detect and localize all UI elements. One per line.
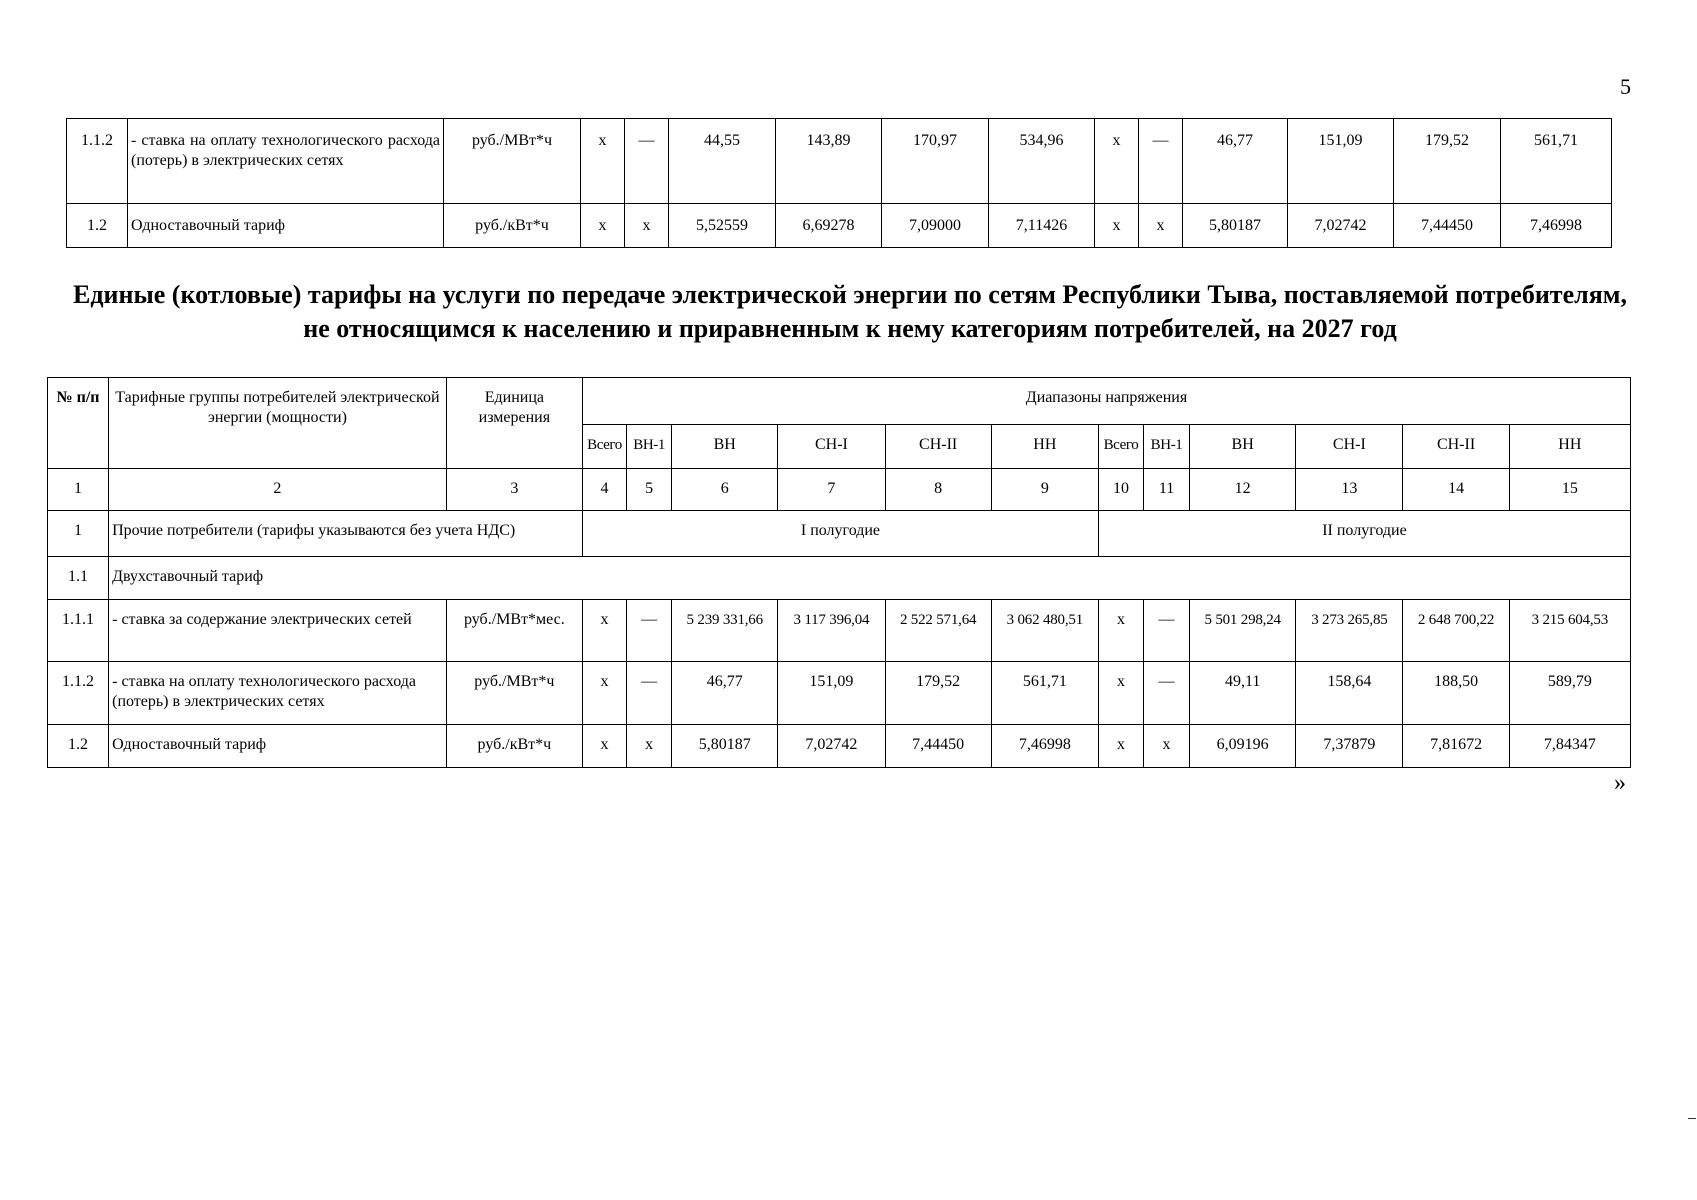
cell: 7,09000	[882, 204, 989, 248]
cell: 7,02742	[1288, 204, 1394, 248]
cell: 7,81672	[1403, 725, 1509, 768]
cell: x	[1098, 600, 1143, 662]
cell: x	[1139, 204, 1183, 248]
cell: 158,64	[1296, 662, 1403, 725]
cell: 2 522 571,64	[885, 600, 991, 662]
section-number: 1	[48, 511, 109, 557]
row-number: 1.2	[48, 725, 109, 768]
cell: 3 062 480,51	[991, 600, 1098, 662]
cell: —	[625, 119, 669, 204]
row-unit: руб./кВт*ч	[446, 725, 582, 768]
row-name: Одноставочный тариф	[128, 204, 444, 248]
column-number: 12	[1190, 469, 1296, 511]
cell: —	[627, 662, 672, 725]
column-number: 3	[446, 469, 582, 511]
header-sub: ВН-1	[1144, 425, 1190, 469]
half-year-2: II полугодие	[1098, 511, 1630, 557]
row-number: 1.1.1	[48, 600, 109, 662]
cell: x	[1144, 725, 1190, 768]
tariff-table	[47, 377, 1631, 768]
column-number: 7	[778, 469, 885, 511]
header-sub: Всего	[1098, 425, 1143, 469]
cell: 7,02742	[778, 725, 885, 768]
cell: x	[581, 119, 625, 204]
header-sub: НН	[991, 425, 1098, 469]
row-name: Одноставочный тариф	[109, 725, 447, 768]
table-row	[67, 204, 1612, 248]
cell: x	[1095, 204, 1139, 248]
cell: 143,89	[776, 119, 882, 204]
header-row	[48, 378, 1631, 425]
page-number: 5	[1620, 74, 1631, 99]
column-number: 4	[582, 469, 626, 511]
column-number: 5	[627, 469, 672, 511]
row-number: 1.1.2	[48, 662, 109, 725]
row-number: 1.1.2	[67, 119, 128, 204]
cell: x	[582, 662, 626, 725]
cell: x	[582, 725, 626, 768]
cell: 151,09	[1288, 119, 1394, 204]
header-sub: ВН	[1190, 425, 1296, 469]
cell: 3 273 265,85	[1296, 600, 1403, 662]
header-ranges: Диапазоны напряжения	[582, 378, 1630, 425]
cell: 7,46998	[1501, 204, 1612, 248]
row-number: 1.2	[67, 204, 128, 248]
header-sub: ВН	[672, 425, 778, 469]
cell: 6,09196	[1190, 725, 1296, 768]
cell: x	[1098, 662, 1143, 725]
cell: 5,80187	[672, 725, 778, 768]
header-sub: СН-II	[885, 425, 991, 469]
table-row	[48, 600, 1631, 662]
cell: 7,11426	[989, 204, 1095, 248]
cell: 3 215 604,53	[1509, 600, 1630, 662]
subsection-row	[48, 557, 1631, 600]
cell: 5,80187	[1183, 204, 1288, 248]
header-sub: СН-II	[1403, 425, 1509, 469]
cell: 561,71	[991, 662, 1098, 725]
cell: 179,52	[1394, 119, 1501, 204]
cell: 534,96	[989, 119, 1095, 204]
cell: 561,71	[1501, 119, 1612, 204]
cell: 2 648 700,22	[1403, 600, 1509, 662]
column-number: 15	[1509, 469, 1630, 511]
cell: 6,69278	[776, 204, 882, 248]
cell: 7,37879	[1296, 725, 1403, 768]
row-name: - ставка за содержание электрических сетей	[109, 600, 447, 662]
cell: 188,50	[1403, 662, 1509, 725]
table-row	[67, 119, 1612, 204]
header-sub: ВН-1	[627, 425, 672, 469]
cell: x	[625, 204, 669, 248]
row-unit: руб./МВт*ч	[444, 119, 581, 204]
row-unit: руб./МВт*мес.	[446, 600, 582, 662]
header-sub: СН-I	[778, 425, 885, 469]
cell: 7,44450	[885, 725, 991, 768]
row-name: - ставка на оплату технологического расхода (потерь) в электрических сетях	[109, 662, 447, 725]
column-number: 14	[1403, 469, 1509, 511]
column-number: 8	[885, 469, 991, 511]
subsection-name: Двухставочный тариф	[109, 557, 1631, 600]
column-number: 11	[1144, 469, 1190, 511]
section-name: Прочие потребители (тарифы указываются без учета НДС)	[109, 511, 583, 557]
header-sub: НН	[1509, 425, 1630, 469]
continuation-table	[66, 118, 1612, 248]
cell: —	[1144, 662, 1190, 725]
header-sub: СН-I	[1296, 425, 1403, 469]
cell: 179,52	[885, 662, 991, 725]
cell: x	[581, 204, 625, 248]
cell: x	[1095, 119, 1139, 204]
column-number: 13	[1296, 469, 1403, 511]
cell: 5,52559	[669, 204, 776, 248]
column-number: 6	[672, 469, 778, 511]
column-number: 2	[109, 469, 447, 511]
cell: 49,11	[1190, 662, 1296, 725]
cell: 7,44450	[1394, 204, 1501, 248]
cell: 46,77	[1183, 119, 1288, 204]
cell: 7,46998	[991, 725, 1098, 768]
row-unit: руб./МВт*ч	[446, 662, 582, 725]
edge-mark	[1688, 1118, 1696, 1119]
closing-quote: »	[1614, 770, 1626, 796]
cell: 44,55	[669, 119, 776, 204]
cell: x	[582, 600, 626, 662]
cell: 46,77	[672, 662, 778, 725]
header-groups: Тарифные группы потребителей электрической энергии (мощности)	[109, 378, 447, 469]
section-row	[48, 511, 1631, 557]
column-number: 1	[48, 469, 109, 511]
table-row	[48, 662, 1631, 725]
row-name: - ставка на оплату технологического расхода (потерь) в электрических сетях	[128, 119, 444, 204]
header-sub: Всего	[582, 425, 626, 469]
table-row	[48, 725, 1631, 768]
cell: x	[627, 725, 672, 768]
row-unit: руб./кВт*ч	[444, 204, 581, 248]
column-number: 10	[1098, 469, 1143, 511]
cell: —	[1144, 600, 1190, 662]
header-num: № п/п	[48, 378, 109, 469]
document-title: Единые (котловые) тарифы на услуги по передаче электрической энергии по сетям Республики Тыва, поставляемой потребителям, не относящимся к населению и приравненным к нему категориям потребителей, на 2027 год	[73, 280, 1627, 343]
cell: x	[1098, 725, 1143, 768]
cell: 3 117 396,04	[778, 600, 885, 662]
column-number-row	[48, 469, 1631, 511]
cell: 5 501 298,24	[1190, 600, 1296, 662]
cell: 589,79	[1509, 662, 1630, 725]
cell: 5 239 331,66	[672, 600, 778, 662]
cell: —	[1139, 119, 1183, 204]
subsection-number: 1.1	[48, 557, 109, 600]
cell: 151,09	[778, 662, 885, 725]
cell: 7,84347	[1509, 725, 1630, 768]
cell: 170,97	[882, 119, 989, 204]
header-unit: Единица измерения	[446, 378, 582, 469]
cell: —	[627, 600, 672, 662]
half-year-1: I полугодие	[582, 511, 1098, 557]
column-number: 9	[991, 469, 1098, 511]
